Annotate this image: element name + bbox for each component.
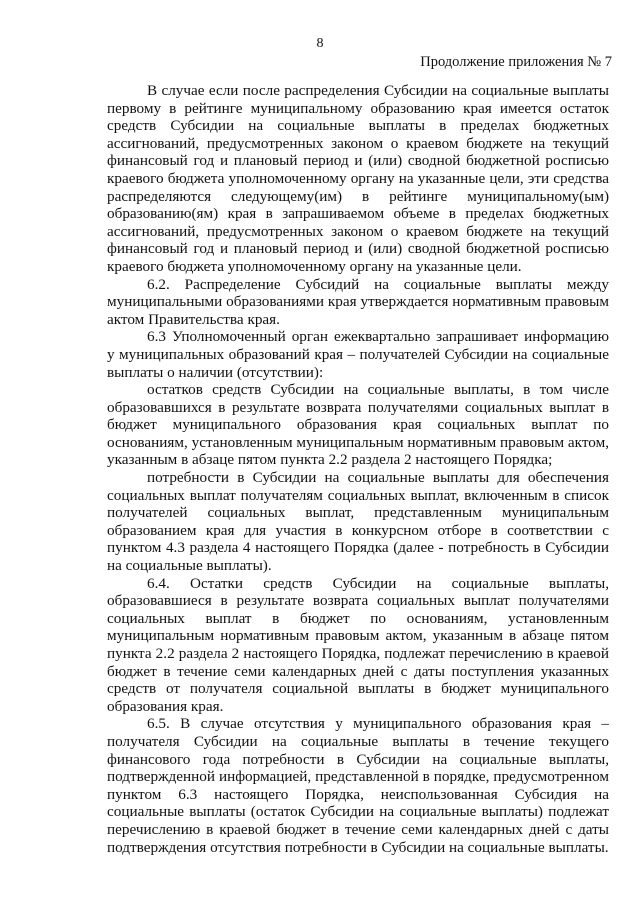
page-number: 8: [316, 36, 324, 51]
paragraph-6-4: 6.4. Остатки средств Субсидии на социальные выплаты, образовавшиеся в результате возврата социальных выплат получателями социальных выплат в бюджет по основаниям, установленным муниципальным нормативным правовым актом, указанным в абзаце пятом пункта 2.2 раздела 2 настоящего Порядка, подлежат перечислению в краевой бюджет в течение семи календарных дней с даты поступления указанных средств от получателя социальной выплаты в бюджет муниципального образования края.: [107, 574, 609, 715]
paragraph-6-5: 6.5. В случае отсутствия у муниципального образования края – получателя Субсидии на социальные выплаты в течение текущего финансового года потребности в Субсидии на социальные выплаты, подтвержденной информацией, представленной в порядке, предусмотренном пунктом 6.3 настоящего Порядка, неиспользованная Субсидия на социальные выплаты (остаток Субсидии на социальные выплаты) подлежат перечислению в краевой бюджет в течение семи календарных дней с даты подтверждения отсутствия потребности в Субсидии на социальные выплаты.: [107, 715, 609, 856]
document-body: [107, 82, 609, 856]
paragraph-6-3: 6.3 Уполномоченный орган ежеквартально запрашивает информацию у муниципальных образований края – получателей Субсидии на социальные выплаты о наличии (отсутствии):: [107, 328, 609, 381]
paragraph-remaining-funds-distribution: В случае если после распределения Субсидии на социальные выплаты первому в рейтинге муниципальному образованию края имеется остаток средств Субсидии на социальные выплаты в пределах бюджетных ассигнований, предусмотренных законом о краевом бюджете на текущий финансовый год и плановый период и (или) сводной бюджетной росписью краевого бюджета уполномоченному органу на указанные цели, эти средства распределяются следующему(им) в рейтинге муниципальному(ым) образованию(ям) края в запрашиваемом объеме в пределах бюджетных ассигнований, предусмотренных законом о краевом бюджете на текущий финансовый год и плановый период и (или) сводной бюджетной росписью краевого бюджета уполномоченному органу на указанные цели.: [107, 82, 609, 275]
paragraph-6-3-needs: потребности в Субсидии на социальные выплаты для обеспечения социальных выплат получателям социальных выплат, включенным в список получателей социальных выплат, представленным муниципальным образованием края для участия в конкурсном отборе в соответствии с пунктом 4.3 раздела 4 настоящего Порядка (далее - потребность в Субсидии на социальные выплаты).: [107, 469, 609, 575]
appendix-continuation-note: Продолжение приложения № 7: [420, 54, 612, 70]
paragraph-6-3-remaining-funds: остатков средств Субсидии на социальные выплаты, в том числе образовавшихся в результате возврата получателями социальных выплат в бюджет муниципального образования края социальных выплат по основаниям, установленным муниципальным нормативным правовым актом, указанным в абзаце пятом пункта 2.2 раздела 2 настоящего Порядка;: [107, 381, 609, 469]
paragraph-6-2: 6.2. Распределение Субсидий на социальные выплаты между муниципальными образованиями края утверждается нормативным правовым актом Правительства края.: [107, 275, 609, 328]
